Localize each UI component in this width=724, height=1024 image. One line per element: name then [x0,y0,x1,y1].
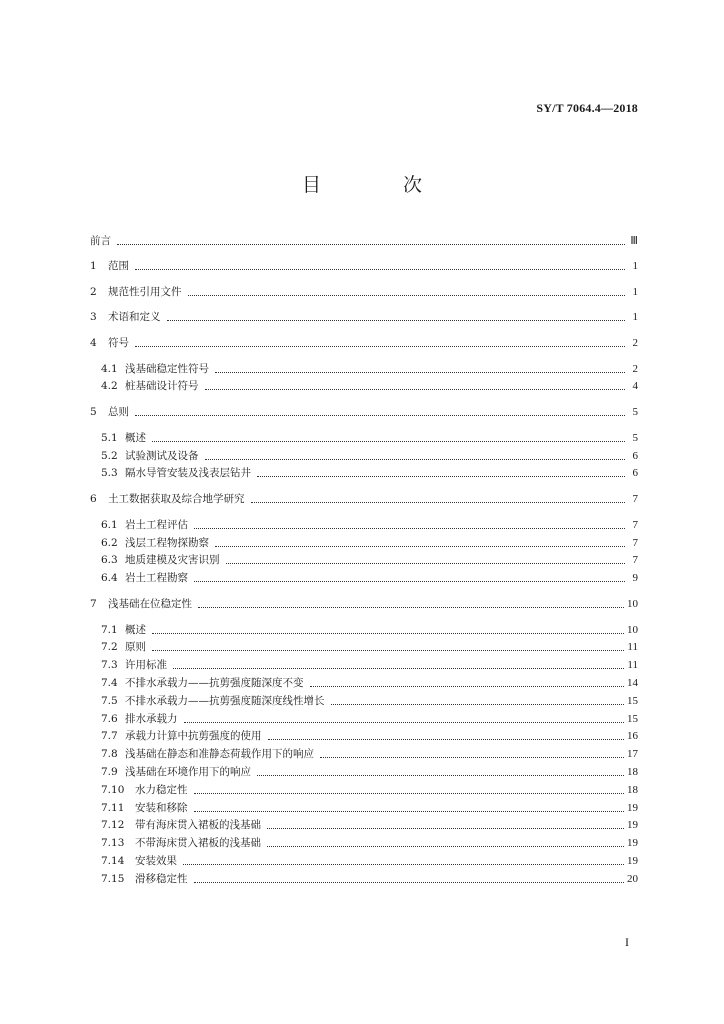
toc-entry-label: 承载力计算中抗剪强度的使用 [125,730,262,743]
toc-entry-number: 7.12 [101,819,125,832]
toc-entry-number: 3 [90,311,97,324]
toc-entry-page: 10 [627,597,638,610]
toc-entry-label: 水力稳定性 [135,783,188,796]
toc-entry-number: 5.3 [101,467,118,480]
toc-entry[interactable] [101,746,638,762]
toc-entry[interactable] [101,764,638,780]
toc-entry-number: 7.5 [101,694,118,707]
toc-entry-label: 术语和定义 [108,311,161,324]
toc-entry[interactable] [101,639,638,655]
toc-entry-number: 7.1 [101,623,118,636]
toc-entry[interactable] [101,448,638,464]
toc-entry-page: 1 [632,285,638,298]
toc-entry-page: 18 [627,783,638,796]
toc-entry-number: 7.11 [101,801,125,814]
toc-entry[interactable] [90,404,638,420]
toc-entry-number: 7.7 [101,730,118,743]
dot-leader [135,414,625,416]
toc-entry[interactable] [101,535,638,551]
standard-code: SY/T 7064.4—2018 [536,101,638,115]
toc-entry[interactable] [101,430,638,446]
toc-entry-page: 6 [632,449,638,462]
page-number: I [625,935,629,949]
toc-entry[interactable] [101,378,638,394]
toc-entry-number: 7.13 [101,837,125,850]
toc-entry-page: 15 [627,712,638,725]
dot-leader [194,792,625,794]
dot-leader [331,703,625,705]
dot-leader [167,319,626,321]
toc-entry[interactable] [101,711,638,727]
toc-entry-label: 地质建模及灾害识别 [125,554,220,567]
toc-entry-label: 范围 [108,260,129,273]
toc-entry[interactable] [90,233,638,249]
toc-entry-page: 9 [632,572,638,585]
toc-entry-label: 不排水承载力——抗剪强度随深度不变 [125,677,304,689]
dot-leader [198,606,624,608]
toc-entry[interactable] [101,361,638,377]
toc-entry[interactable] [101,693,638,709]
toc-entry-page: 7 [632,554,638,567]
toc-entry-number: 6.2 [101,536,118,549]
toc-entry-label: 浅基础在环境作用下的响应 [125,766,251,778]
toc-entry[interactable] [90,309,638,325]
toc-entry-number: 7.6 [101,712,118,725]
dot-leader [194,810,625,812]
dot-leader [267,845,624,847]
toc-entry-page: 16 [627,730,638,743]
dot-leader [226,562,626,564]
dot-leader [173,667,624,669]
toc-entry-number: 7.9 [101,766,118,778]
toc-entry[interactable] [90,284,638,300]
toc-entry-page: 5 [632,431,638,444]
dot-leader [310,685,625,687]
toc-entry-label: 排水承载力 [125,712,178,725]
toc-entry-page: 1 [632,311,638,324]
toc-entry-number: 5.1 [101,431,118,444]
toc-entry-page: 17 [627,748,638,761]
toc-entry-label: 原则 [125,641,146,654]
toc-entry[interactable] [90,335,638,351]
toc-entry-label: 概述 [125,431,146,444]
toc-entry-number: 7.14 [101,855,125,867]
toc-entry[interactable] [101,728,638,744]
toc-entry-label: 安装和移除 [135,801,188,814]
toc-entry-label: 符号 [108,336,129,349]
toc-entry-number: 7.8 [101,748,118,761]
toc-entry-page: 19 [627,819,638,832]
dot-leader [268,738,625,740]
toc-entry-label: 前言 [90,235,111,247]
page-title: 目 次 [301,174,461,196]
toc-entry-number: 4.1 [101,362,118,375]
toc-entry-number: 5 [90,405,97,418]
toc-entry-number: 4 [90,336,97,349]
toc-entry-label: 桩基础设计符号 [125,380,199,393]
dot-leader [257,475,625,477]
dot-leader [194,580,625,582]
toc-entry-page: 7 [632,518,638,531]
toc-entry-page: 14 [627,677,638,689]
toc-entry-page: 19 [627,837,638,850]
toc-entry-label: 带有海床贯入裙板的浅基础 [135,819,261,832]
dot-leader [257,774,624,776]
toc-entry-number: 6.4 [101,572,118,585]
dot-leader [215,371,625,373]
dot-leader [194,527,625,529]
dot-leader [184,721,625,723]
toc-entry-number: 7.15 [101,872,125,885]
toc-entry-page: 2 [632,336,638,349]
dot-leader [320,756,624,758]
toc-entry-label: 浅层工程物探勘察 [125,536,209,549]
dot-leader [205,458,626,460]
toc-entry-page: 2 [632,362,638,375]
toc-entry-number: 5.2 [101,449,118,462]
toc-entry[interactable] [101,871,638,887]
toc-entry[interactable] [101,517,638,533]
toc-entry[interactable] [90,491,638,507]
toc-entry[interactable] [101,817,638,833]
dot-leader [135,268,625,270]
toc-entry-label: 隔水导管安装及浅表层钻井 [125,467,251,480]
toc-entry-number: 2 [90,285,97,298]
toc-entry-page: 5 [632,405,638,418]
toc-entry[interactable] [101,800,638,816]
toc-entry-label: 土工数据获取及综合地学研究 [108,492,245,505]
dot-leader [152,649,624,651]
toc-entry[interactable] [101,622,638,638]
toc-entry-label: 概述 [125,623,146,636]
toc-entry-page: Ⅲ [630,235,638,247]
toc-entry-number: 7.10 [101,783,125,796]
toc-entry-page: 19 [627,855,638,867]
toc-entry[interactable] [101,552,638,568]
toc-entry[interactable] [101,782,638,798]
toc-entry-page: 10 [627,623,638,636]
toc-entry-page: 7 [632,492,638,505]
toc-entry-label: 安装效果 [135,855,177,867]
toc-entry-label: 许用标准 [125,659,167,672]
toc-entry[interactable] [101,853,638,869]
toc-entry-label: 不排水承载力——抗剪强度随深度线性增长 [125,694,325,707]
toc-entry-page: 15 [627,694,638,707]
dot-leader [267,827,624,829]
toc-entry-page: 20 [627,872,638,885]
toc-entry-label: 浅基础稳定性符号 [125,362,209,375]
dot-leader [135,345,625,347]
toc-entry-number: 6.3 [101,554,118,567]
toc-entry-label: 滑移稳定性 [135,872,188,885]
toc-entry-label: 规范性引用文件 [108,285,182,298]
dot-leader [188,294,626,296]
dot-leader [251,501,626,503]
toc-entry-page: 7 [632,536,638,549]
dot-leader [152,632,624,634]
toc-entry-page: 11 [627,659,638,672]
toc-entry[interactable] [90,596,638,612]
toc-entry-number: 6.1 [101,518,118,531]
toc-entry-page: 6 [632,467,638,480]
dot-leader [194,881,625,883]
toc-entry-label: 浅基础在位稳定性 [108,597,192,610]
dot-leader [205,388,626,390]
toc-entry-label: 浅基础在静态和准静态荷载作用下的响应 [125,748,314,761]
toc-entry[interactable] [90,258,638,274]
toc-entry-page: 1 [632,260,638,273]
toc-entry-label: 不带海床贯入裙板的浅基础 [135,837,261,850]
dot-leader [183,863,624,865]
toc-entry-page: 4 [632,380,638,393]
toc-entry-label: 总则 [108,405,129,418]
toc-entry[interactable] [101,675,638,691]
toc-entry-number: 7.4 [101,677,118,689]
toc-entry-label: 岩土工程评估 [125,518,188,531]
toc-entry-label: 试验测试及设备 [125,449,199,462]
toc-entry-page: 11 [627,641,638,654]
toc-entry[interactable] [101,570,638,586]
toc-entry-number: 6 [90,492,97,505]
dot-leader [152,440,625,442]
toc-entry-number: 7 [90,597,97,610]
toc-entry-number: 7.3 [101,659,118,672]
toc-entry-page: 19 [627,801,638,814]
toc-entry-label: 岩土工程勘察 [125,572,188,585]
toc-entry[interactable] [101,465,638,481]
toc-entry-number: 7.2 [101,641,118,654]
toc-entry[interactable] [101,657,638,673]
dot-leader [117,243,625,245]
toc-entry-number: 1 [90,260,97,273]
dot-leader [215,545,625,547]
toc-entry-page: 18 [627,766,638,778]
toc-entry-number: 4.2 [101,380,118,393]
toc-entry[interactable] [101,835,638,851]
